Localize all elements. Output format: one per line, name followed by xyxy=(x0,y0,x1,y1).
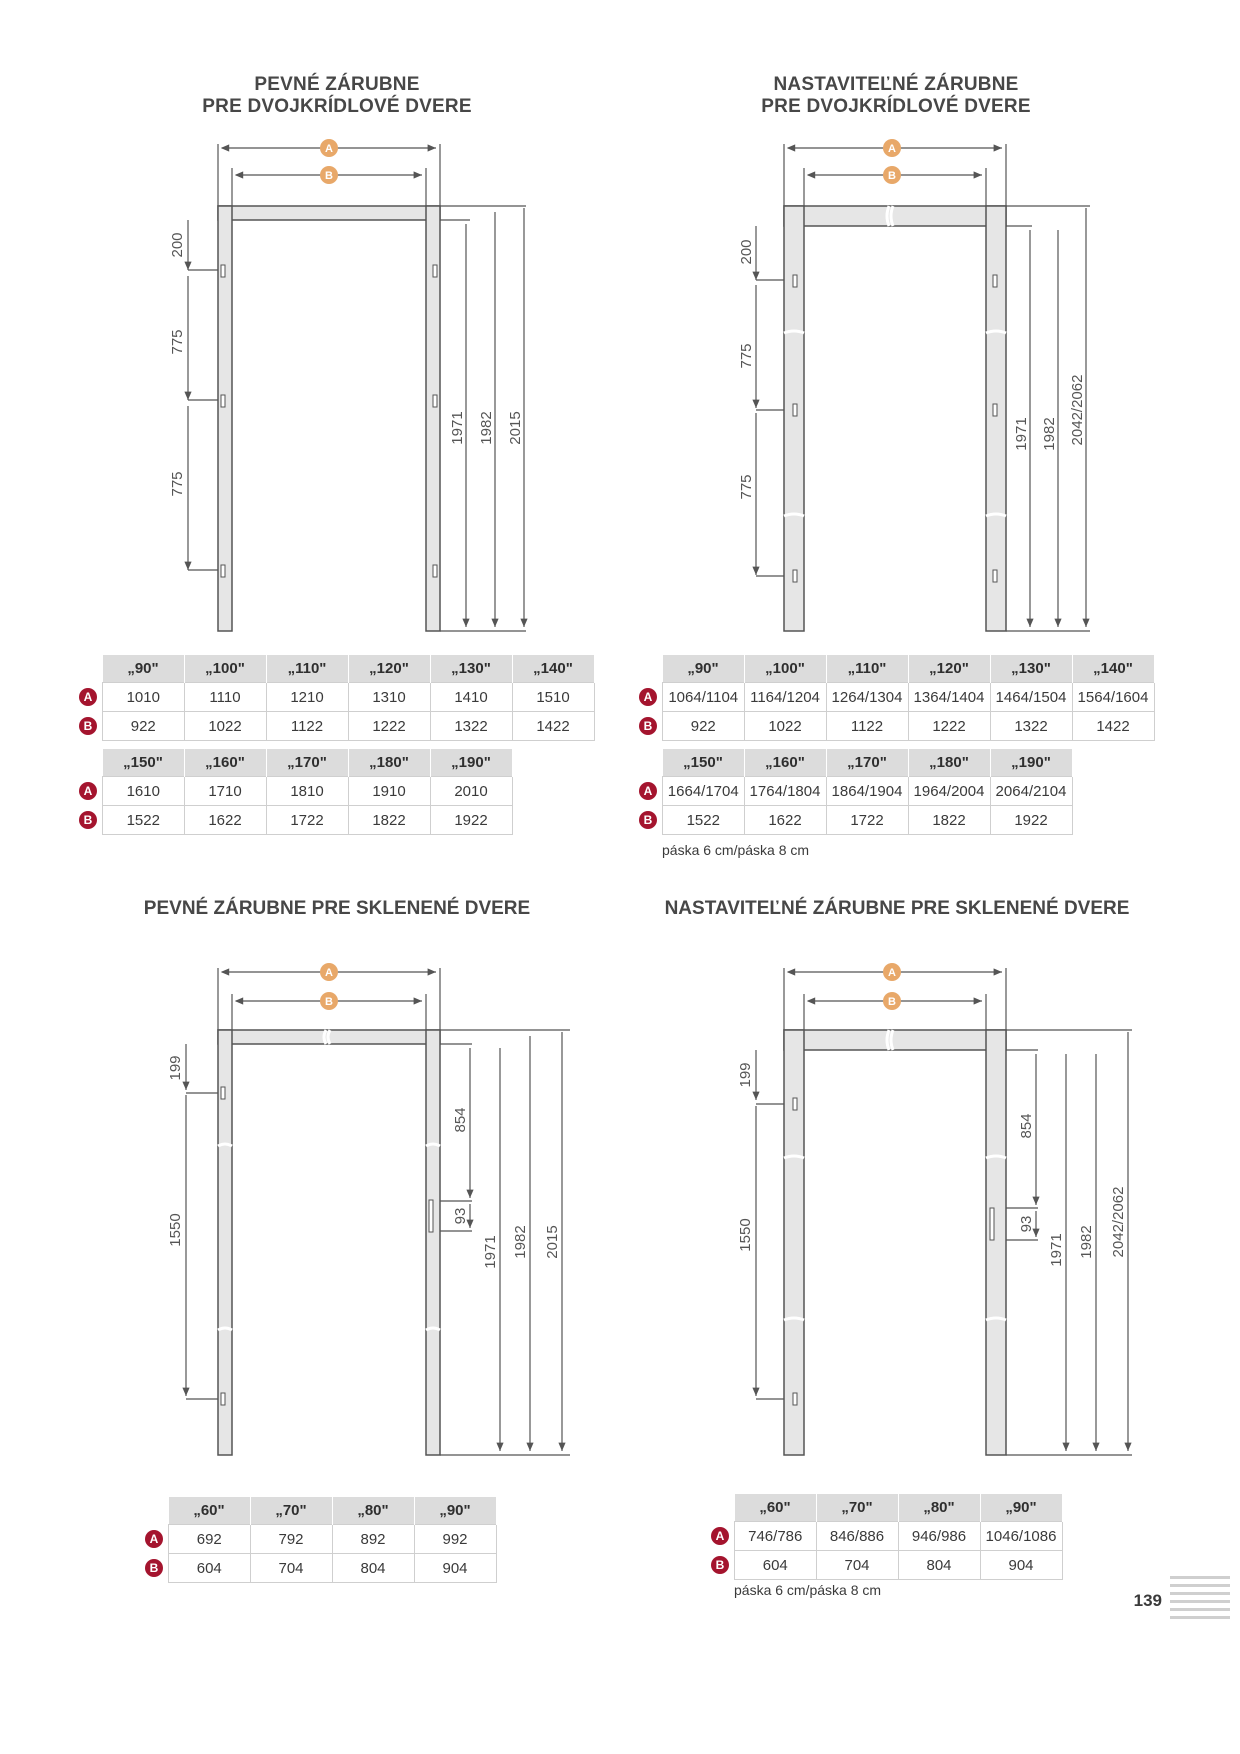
dim-854: 854 xyxy=(452,1107,469,1133)
title-adjustable-glass: NASTAVITEĽNÉ ZÁRUBNE PRE SKLENENÉ DVERE xyxy=(664,898,1130,919)
dim-1982: 1982 xyxy=(478,411,495,445)
label-B-adjustable-double xyxy=(883,166,901,184)
dim-200-adj: 200 xyxy=(738,239,755,265)
page-number: 139 xyxy=(1133,1591,1162,1610)
table-row-A: A 1664/1704 1764/1804 1864/1904 1964/2004 2064/2104 xyxy=(637,777,1072,806)
dim-1982-glass: 1982 xyxy=(512,1225,529,1259)
table-row-A: A 746/786 846/886 946/986 1046/1086 xyxy=(709,1522,1062,1551)
dim-2015: 2015 xyxy=(507,411,524,445)
table-row-B: B 1522 1622 1722 1822 1922 xyxy=(77,806,512,835)
dim-1982-adj: 1982 xyxy=(1041,417,1058,451)
note-adjustable-glass: páska 6 cm/páska 8 cm xyxy=(734,1582,882,1598)
table-row-B: B 922 1022 1122 1222 1322 1422 xyxy=(77,712,594,741)
dim-775b-adj: 775 xyxy=(738,474,755,500)
dim-199: 199 xyxy=(167,1055,184,1081)
badge-A: A xyxy=(639,688,657,706)
dim-1550-adj: 1550 xyxy=(737,1218,754,1252)
svg-text:B: B xyxy=(888,170,896,182)
label-A-adjustable-glass xyxy=(883,963,901,981)
badge-A: A xyxy=(639,782,657,800)
table-row-A: A 1064/1104 1164/1204 1264/1304 1364/1404 1464/1504 1564/1604 xyxy=(637,683,1154,712)
title-adjustable-double: NASTAVITEĽNÉ ZÁRUBNE PRE DVOJKRÍDLOVÉ DVERE xyxy=(761,74,1031,117)
title-fixed-double: PEVNÉ ZÁRUBNE PRE DVOJKRÍDLOVÉ DVERE xyxy=(202,74,472,117)
svg-text:A: A xyxy=(888,143,896,155)
dim-1971: 1971 xyxy=(449,411,466,445)
label-B-adjustable-glass xyxy=(883,992,901,1010)
svg-text:A: A xyxy=(325,967,333,979)
svg-text:B: B xyxy=(888,996,896,1008)
dim-854-adj: 854 xyxy=(1018,1113,1035,1139)
dim-1982-adj-glass: 1982 xyxy=(1078,1225,1095,1259)
svg-text:A: A xyxy=(325,143,333,155)
label-A-fixed-glass xyxy=(320,963,338,981)
label-A-fixed-double xyxy=(320,139,338,157)
table-fixed-double-1: „90" „100" „110" „120" „130" „140" A 1010 1110 1210 1310 1410 1510 B 922 1022 1122 1222 1322 1422 xyxy=(77,655,595,741)
table-fixed-double-2: „150" „160" „170" „180" „190" A 1610 1710 1810 1910 2010 B 1522 1622 1722 1822 1922 xyxy=(77,749,513,835)
badge-B: B xyxy=(79,717,97,735)
dim-93-adj: 93 xyxy=(1018,1215,1035,1233)
dim-2042-adj: 2042/2062 xyxy=(1069,374,1086,446)
badge-B: B xyxy=(79,811,97,829)
badge-A: A xyxy=(79,782,97,800)
note-adjustable-double: páska 6 cm/páska 8 cm xyxy=(662,842,810,858)
badge-B: B xyxy=(145,1559,163,1577)
title-fixed-glass: PEVNÉ ZÁRUBNE PRE SKLENENÉ DVERE xyxy=(143,898,531,919)
dim-1971-adj: 1971 xyxy=(1013,417,1030,451)
badge-A: A xyxy=(79,688,97,706)
dim-200: 200 xyxy=(169,232,186,258)
dim-1971-glass: 1971 xyxy=(482,1235,499,1269)
svg-text:B: B xyxy=(325,170,333,182)
svg-text:B: B xyxy=(325,996,333,1008)
badge-A: A xyxy=(145,1530,163,1548)
table-row-B: B 1522 1622 1722 1822 1922 xyxy=(637,806,1072,835)
dim-93: 93 xyxy=(452,1207,469,1225)
dim-2042-adj-glass: 2042/2062 xyxy=(1110,1186,1127,1258)
badge-B: B xyxy=(711,1556,729,1574)
dim-1971-adj-glass: 1971 xyxy=(1048,1233,1065,1267)
table-adjustable-double-1: „90" „100" „110" „120" „130" „140" A 1064/1104 1164/1204 1264/1304 1364/1404 1464/1504 1564/1604 B 922 1022 1122 1222 1322 1422 xyxy=(637,655,1155,741)
table-fixed-glass: „60" „70" „80" „90" A 692 792 892 992 B 604 704 804 904 xyxy=(143,1497,497,1583)
frame-fixed-glass xyxy=(218,1030,440,1455)
badge-B: B xyxy=(639,717,657,735)
table-row-B: B 604 704 804 904 xyxy=(143,1554,496,1583)
frame-fixed-double xyxy=(218,206,440,631)
dim-775a-adj: 775 xyxy=(738,343,755,369)
badge-B: B xyxy=(639,811,657,829)
table-adjustable-double-2: „150" „160" „170" „180" „190" A 1664/1704 1764/1804 1864/1904 1964/2004 2064/2104 B 1522 1622 1722 1822 1922 xyxy=(637,749,1073,835)
dim-199-adj: 199 xyxy=(737,1062,754,1088)
frame-adjustable-double xyxy=(784,206,1006,631)
table-row-B: B 922 1022 1122 1222 1322 1422 xyxy=(637,712,1154,741)
table-row-A: A 1610 1710 1810 1910 2010 xyxy=(77,777,512,806)
table-row-A: A 692 792 892 992 xyxy=(143,1525,496,1554)
badge-A: A xyxy=(711,1527,729,1545)
label-A-adjustable-double xyxy=(883,139,901,157)
label-B-fixed-double xyxy=(320,166,338,184)
label-B-fixed-glass xyxy=(320,992,338,1010)
table-adjustable-glass: „60" „70" „80" „90" A 746/786 846/886 946/986 1046/1086 B 604 704 804 904 xyxy=(709,1494,1063,1580)
page-stripes-decoration xyxy=(1170,1576,1230,1624)
dim-775b: 775 xyxy=(169,471,186,497)
dim-775a: 775 xyxy=(169,329,186,355)
dim-1550: 1550 xyxy=(167,1213,184,1247)
table-row-A: A 1010 1110 1210 1310 1410 1510 xyxy=(77,683,594,712)
svg-text:A: A xyxy=(888,967,896,979)
dim-2015-glass: 2015 xyxy=(544,1225,561,1259)
table-row-B: B 604 704 804 904 xyxy=(709,1551,1062,1580)
frame-adjustable-glass xyxy=(784,1030,1006,1455)
